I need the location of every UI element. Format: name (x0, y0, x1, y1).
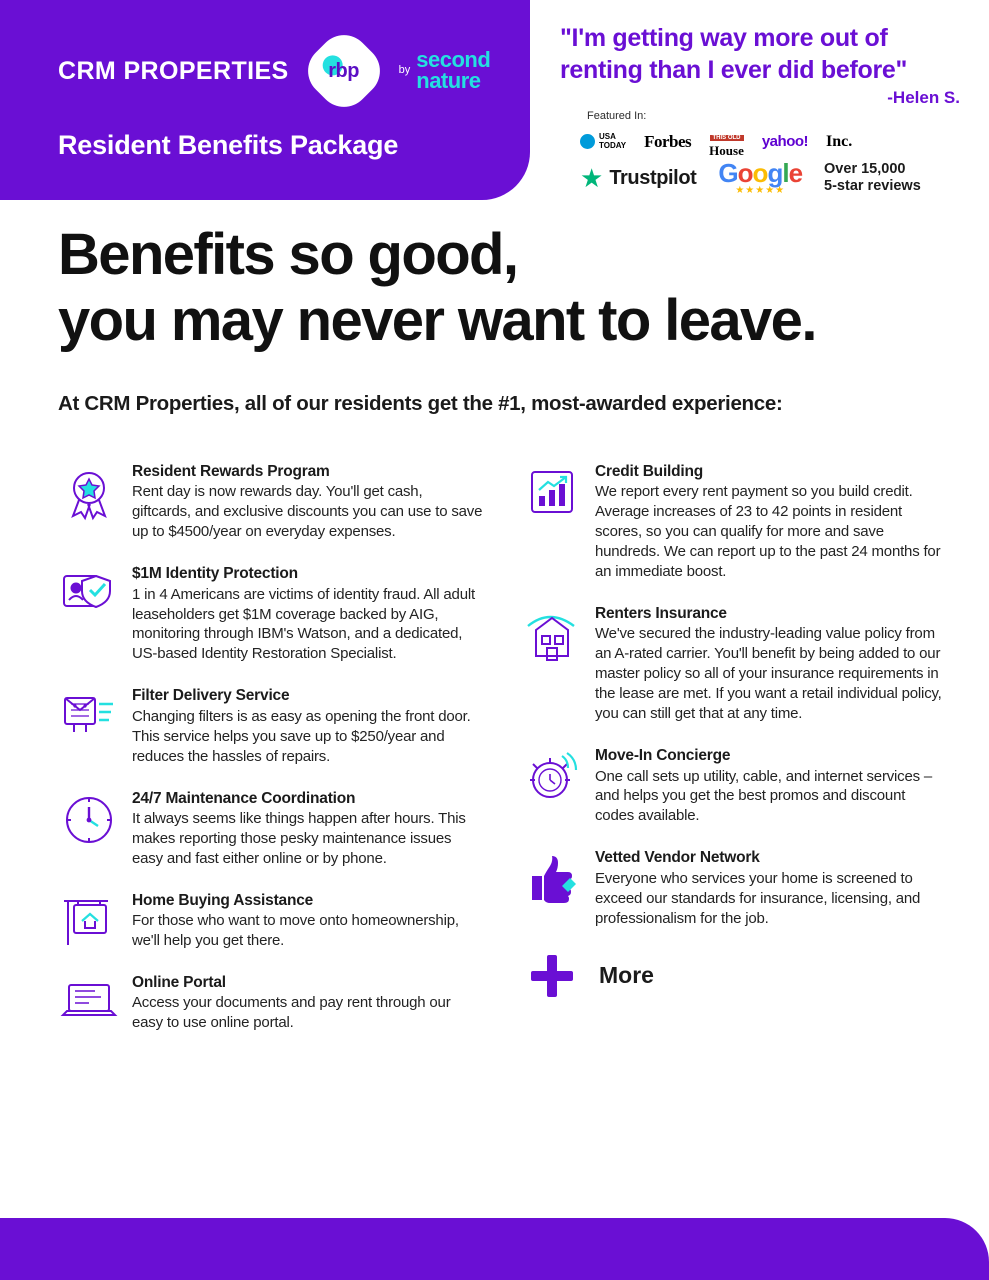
benefit-body (595, 462, 948, 582)
package-title: Resident Benefits Package (58, 130, 399, 160)
benefit-text: We report every rent payment so you build credit. Average increases of 23 to 42 points in resident scores, so you can qualify for more and save hundreds. We can report up to the past 24 months for an immediate boost. (595, 483, 941, 581)
trustpilot-logo (580, 165, 696, 191)
benefit-title: Vetted Vendor Network (595, 849, 760, 867)
benefit-text: Rent day is now rewards day. You'll get cash, giftcards, and exclusive discounts you can use to save up to $4500/year on everyday expenses. (132, 483, 483, 541)
review-count-line2: 5-star reviews (824, 178, 921, 194)
usa-today-logo (580, 133, 626, 150)
second-nature-word-nature: nature (416, 68, 481, 93)
benefit-title: Credit Building (595, 463, 704, 480)
benefit-body (132, 973, 485, 1033)
benefit-title: Move-In Concierge (595, 747, 731, 765)
second-nature-logo (398, 47, 491, 93)
benefit-body (132, 462, 485, 542)
benefit-item (58, 564, 485, 664)
benefit-body (132, 789, 485, 869)
usa-today-dot-icon (580, 134, 595, 149)
home-sign-icon (58, 891, 120, 949)
trustpilot-label: Trustpilot (609, 166, 697, 189)
benefit-item (521, 462, 948, 582)
benefit-title: Renters Insurance (595, 605, 727, 623)
google-logo (718, 160, 802, 196)
company-name: CRM PROPERTIES (58, 56, 289, 85)
this-old-house-logo (709, 126, 744, 157)
benefit-item (58, 891, 485, 951)
benefit-body (132, 564, 485, 664)
page-headline (58, 222, 948, 354)
identity-shield-icon (58, 564, 120, 622)
bar-chart-growth-icon (521, 462, 583, 520)
laptop-icon (58, 973, 120, 1031)
featured-in-label: Featured In: (587, 110, 647, 122)
review-count (824, 161, 921, 196)
second-nature-by-label: by (398, 64, 411, 77)
benefit-text: It always seems like things happen after hours. This makes reporting those pesky maintenance issues easy and fast either online or by phone. (132, 809, 466, 867)
benefit-body (132, 686, 485, 766)
google-wordmark: Google (718, 158, 803, 188)
yahoo-logo: yahoo! (761, 133, 809, 150)
testimonial-block (560, 22, 960, 108)
alarm-clock-icon (521, 746, 583, 804)
thumbs-up-icon (521, 848, 583, 906)
benefits-column-left (58, 462, 485, 1055)
benefit-item (521, 604, 948, 724)
this-old-house-big-text: House (709, 143, 744, 158)
usa-today-line1: USA (599, 132, 616, 142)
benefit-title: Filter Delivery Service (132, 687, 290, 705)
more-label: More (599, 962, 654, 988)
testimonial-author: -Helen S. (887, 88, 960, 107)
second-nature-word-second: second (416, 47, 491, 73)
benefit-body (595, 848, 948, 928)
reviews-row (580, 160, 980, 196)
benefit-text: 1 in 4 Americans are victims of identity fraud. All adult leaseholders get $1M coverage backed by AIG, monitoring through IBM's Watson, and a dedicated, US-based Identity Restoration Specialist. (132, 585, 475, 663)
plus-icon (521, 951, 583, 1001)
benefit-body (595, 604, 948, 724)
rbp-logo-text: rbp (328, 59, 359, 82)
benefit-text: For those who want to move onto homeownership, we'll help you get there. (132, 912, 459, 949)
benefit-text: Changing filters is as easy as opening the front door. This service helps you save up to $250/year and reduces the hassles of repairs. (132, 707, 471, 765)
benefit-item (521, 746, 948, 826)
google-stars-icon: ★★★★★ (735, 185, 786, 196)
more-benefits-row (521, 951, 948, 1001)
benefit-title: $1M Identity Protection (132, 565, 298, 583)
press-logos-row (580, 126, 980, 157)
review-count-line1: Over 15,000 (824, 160, 906, 177)
brand-row (58, 38, 490, 104)
benefit-text: One call sets up utility, cable, and internet services – and helps you get the best promos and discount codes available. (595, 767, 933, 825)
clock-icon (58, 789, 120, 847)
benefits-column-right (521, 462, 948, 1055)
rbp-logo (311, 38, 377, 104)
headline-line-2: you may never want to leave. (58, 288, 816, 354)
trustpilot-star-icon: ★ (580, 163, 604, 193)
footer-bar (0, 1218, 989, 1280)
benefit-title: Resident Rewards Program (132, 463, 330, 480)
headline-line-1: Benefits so good, (58, 222, 518, 287)
benefit-title: 24/7 Maintenance Coordination (132, 789, 356, 807)
benefit-text: Access your documents and pay rent through our easy to use online portal. (132, 994, 451, 1032)
benefit-item (58, 789, 485, 869)
usa-today-line2: TODAY (599, 140, 627, 150)
inc-logo: Inc. (826, 132, 853, 150)
testimonial-quote: "I'm getting way more out of renting than I ever did before" (560, 24, 908, 84)
benefit-item (58, 462, 485, 542)
benefit-item (521, 848, 948, 928)
this-old-house-small-text: THIS OLD (710, 135, 744, 141)
benefit-title: Home Buying Assistance (132, 891, 314, 909)
benefit-text: Everyone who services your home is screened to exceed our standards for insurance, licensing, and professionalism for the job. (595, 869, 921, 927)
benefit-body (595, 746, 948, 826)
forbes-logo: Forbes (644, 131, 692, 151)
house-umbrella-icon (521, 604, 583, 662)
benefits-columns (58, 462, 948, 1055)
filter-delivery-icon (58, 686, 120, 744)
benefit-item (58, 686, 485, 766)
page-subheadline: At CRM Properties, all of our residents get the #1, most-awarded experience: (58, 392, 783, 415)
benefit-item (58, 973, 485, 1033)
benefit-body (132, 891, 485, 951)
benefit-text: We've secured the industry-leading value policy from an A-rated carrier. You'll benefit by being added to our master policy so all of your insurance requirements in the lease are met. If you want a retail individual policy, you can still get that at any time. (595, 625, 942, 723)
benefit-title: Online Portal (132, 973, 226, 991)
award-ribbon-icon (58, 462, 120, 520)
